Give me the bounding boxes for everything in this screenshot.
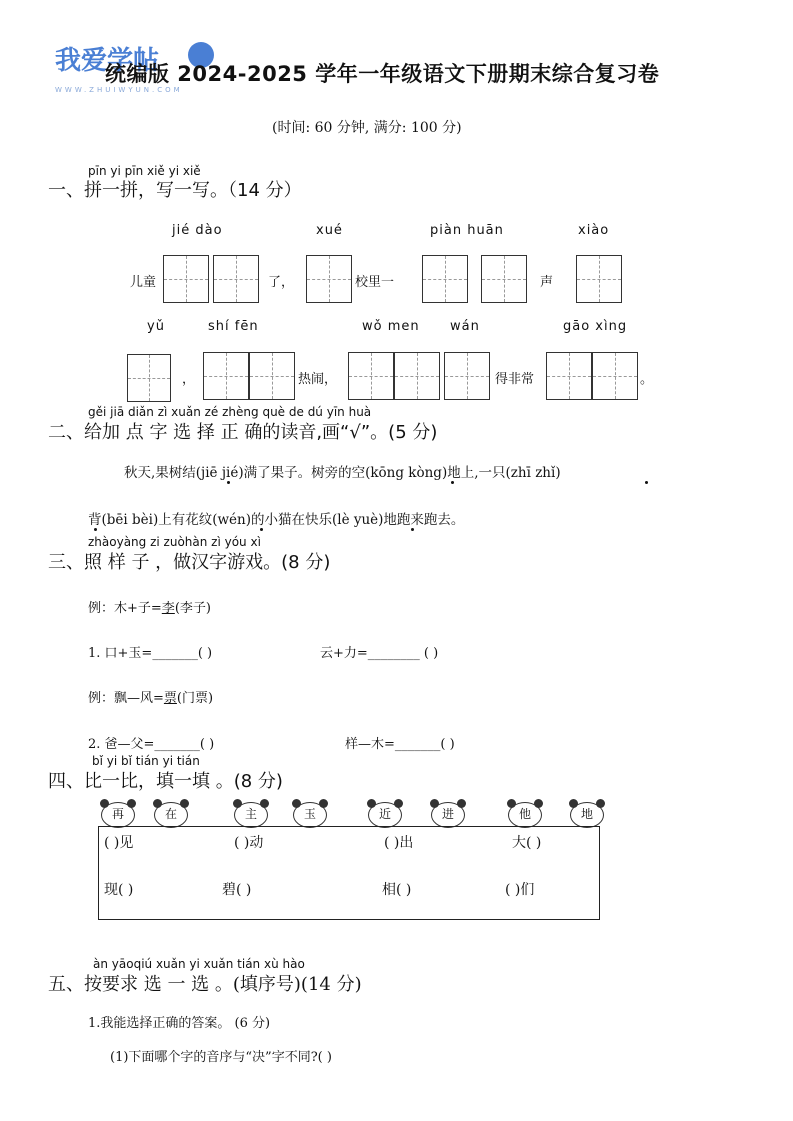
tian-grid-box[interactable] [127,354,171,402]
tian-grid-box[interactable] [163,255,209,303]
s1-r2-text-2: 热闹， [298,372,338,387]
s4-row1-item-3[interactable]: ( )出 [384,835,414,851]
panda-char-card: 他 [508,802,542,828]
s4-row1-item-4[interactable]: 大( ) [512,835,542,851]
emphasis-dot [227,481,230,484]
tian-grid-box[interactable] [444,352,490,400]
s1-r1-text-3: 校里一 [355,275,395,290]
s1-r2-pinyin-1: yǔ [147,319,165,334]
exam-meta: (时间: 60 分钟, 满分: 100 分) [272,120,462,136]
tian-grid-box[interactable] [481,255,527,303]
emphasis-dot [260,528,263,531]
s2-line-1: 秋天,果树结(jiē jié)满了果子。树旁的空(kōng kòng)地上,一只(zhī zhǐ) [124,465,561,481]
panda-char-card: 在 [154,802,188,828]
s4-row2-item-3[interactable]: 相( ) [382,882,412,898]
s1-r1-pinyin-2: xué [316,223,343,238]
s1-pinyin: pīn yi pīn xiě yi xiě [88,164,201,178]
s1-r2-pinyin-3: wǒ men [362,319,420,334]
panda-char-card: 再 [101,802,135,828]
s3-question-1a: 1. 口+玉=_______( ) [88,646,213,661]
tian-grid-box[interactable] [203,352,249,400]
s4-row2-item-2[interactable]: 碧( ) [222,882,252,898]
s1-r2-pinyin-5: gāo xìng [563,319,628,334]
tian-grid-box[interactable] [422,255,468,303]
s1-r1-pinyin-3: piàn huān [430,223,504,238]
tian-grid-box[interactable] [546,352,592,400]
s4-heading: 四、比一比，填一填 。(8 分) [48,771,283,792]
tian-grid-box[interactable] [394,352,440,400]
s4-pinyin: bǐ yi bǐ tián yi tián [92,754,200,768]
s3-heading: 三、照 样 子 ，做汉字游戏。(8 分) [48,552,331,573]
document-title: 统编版 2024-2025 学年一年级语文下册期末综合复习卷 [105,62,660,86]
s1-r2-text-4: 。 [640,372,654,387]
panda-char-card: 进 [431,802,465,828]
tian-grid-box[interactable] [249,352,295,400]
s3-example-1: 例：木+子=李(李子) [88,601,211,616]
panda-char-card: 地 [570,802,604,828]
tian-grid-box[interactable] [576,255,622,303]
s4-row1-item-2[interactable]: ( )动 [234,835,264,851]
tian-grid-box[interactable] [592,352,638,400]
s5-pinyin: àn yāoqiú xuǎn yi xuǎn tián xù hào [93,957,305,971]
tian-grid-box[interactable] [348,352,394,400]
s2-heading: 二、给加 点 字 选 择 正 确的读音,画“√”。(5 分) [48,422,438,443]
watermark-url: WWW.ZHUIWYUN.COM [55,86,183,94]
s2-pinyin: gěi jiā diǎn zì xuǎn zé zhèng què de dú yīn huà [88,405,372,419]
emphasis-dot [411,528,414,531]
s1-r2-pinyin-4: wán [450,319,480,334]
s1-r1-text-2: 了， [268,275,295,290]
s1-r2-text-3: 得非常 [495,372,535,387]
s1-r1-pinyin-4: xiào [578,223,610,238]
s4-row2-item-4[interactable]: ( )们 [505,882,535,898]
s3-question-1b: 云+力=________ ( ) [320,646,439,661]
s3-question-2a: 2. 爸—父=_______( ) [88,737,215,752]
s1-heading: 一、拼一拼，写一写。（14 分） [48,180,302,201]
s1-r2-text-1: ， [182,372,196,387]
s3-example-2: 例：飘—风=票(门票) [88,691,214,706]
s5-heading: 五、按要求 选 一 选 。(填序号)(14 分) [48,974,362,995]
s1-r1-text-1: 儿童 [130,275,157,290]
s2-line-2: 背(bēi bèi)上有花纹(wén)的小猫在快乐(lè yuè)地跑来跑去。 [88,512,465,528]
panda-char-card: 玉 [293,802,327,828]
s5-question-1-1: (1)下面哪个字的音序与“决”字不同?( ) [110,1050,332,1065]
panda-char-card: 近 [368,802,402,828]
tian-grid-box[interactable] [213,255,259,303]
s4-row1-item-1[interactable]: ( )见 [104,835,134,851]
emphasis-dot [94,528,97,531]
emphasis-dot [645,481,648,484]
emphasis-dot [451,481,454,484]
s1-r1-text-4: 声 [540,275,554,290]
s1-r1-pinyin-1: jié dào [172,223,223,238]
s3-pinyin: zhàoyàng zi zuòhàn zì yóu xì [88,535,261,549]
s5-question-1: 1.我能选择正确的答案。 (6 分) [88,1016,271,1031]
s3-question-2b: 样—木=_______( ) [345,737,455,752]
tian-grid-box[interactable] [306,255,352,303]
s4-row2-item-1[interactable]: 现( ) [104,882,134,898]
watermark-logo-text: 我爱学帖 [55,46,160,76]
panda-char-card: 主 [234,802,268,828]
s1-r2-pinyin-2: shí fēn [208,319,259,334]
